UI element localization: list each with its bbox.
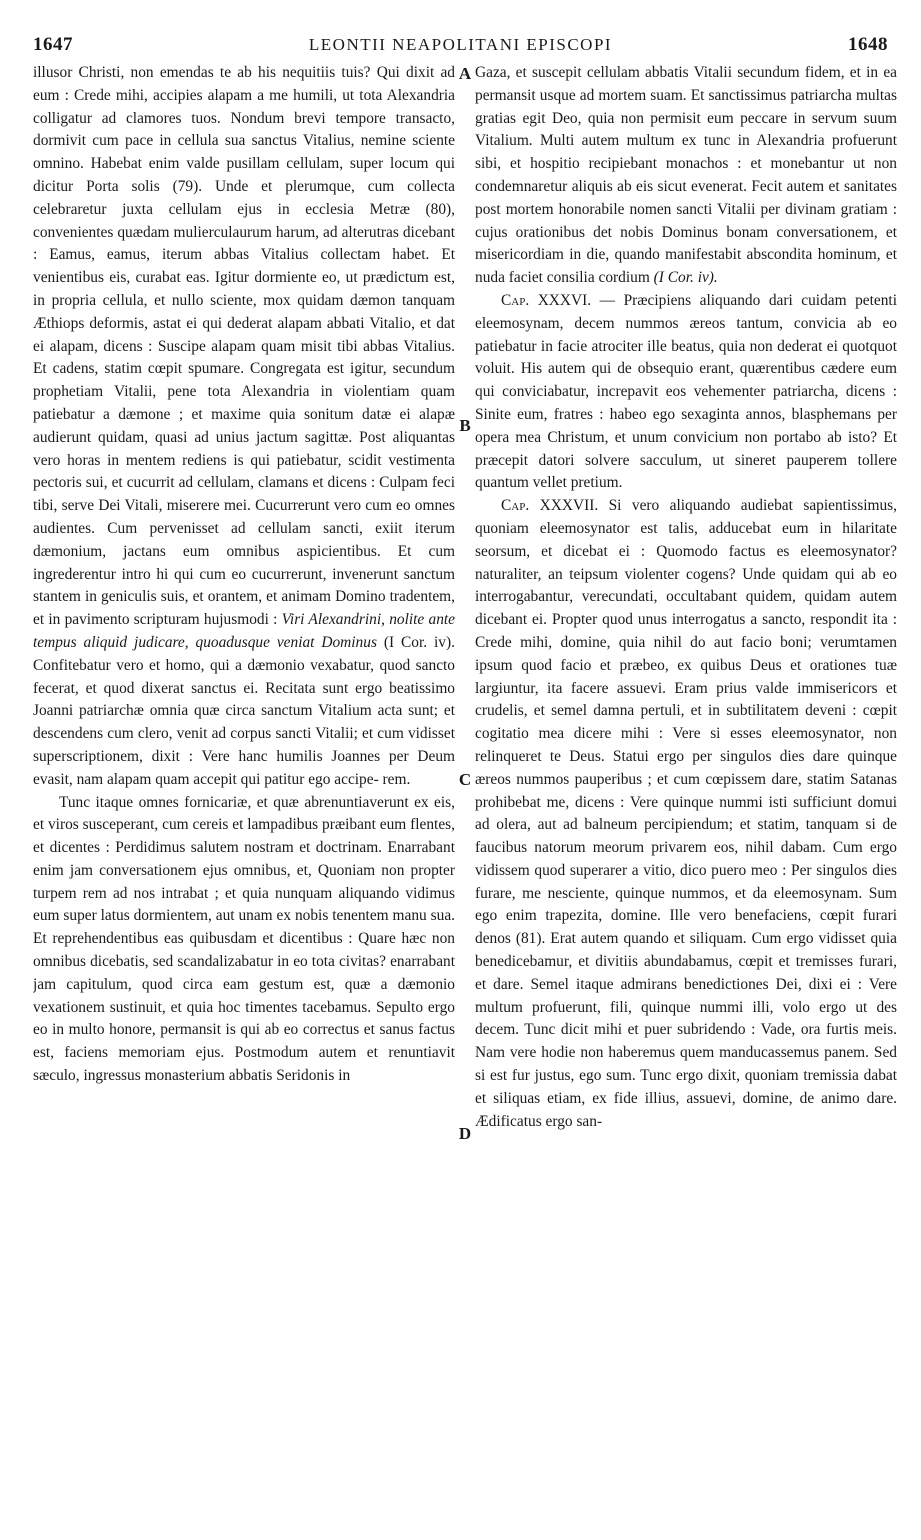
scripture-quote: Viri Alexandrini, nolite ante tempus aliquid judicare, quoadusque veniat Dominus <box>33 611 455 651</box>
left-column <box>33 62 455 1502</box>
running-title: LEONTII NEAPOLITANI EPISCOPI <box>308 35 613 54</box>
left-paragraph-1 <box>33 62 455 792</box>
margin-marker-c: C <box>458 770 472 789</box>
margin-marker-d: D <box>458 1124 472 1143</box>
chapter-37-label: Cap. XXXVII. <box>501 497 599 515</box>
chapter-37-text: Si vero aliquando audiebat sapientissimus, quoniam eleemosynator est talis, adducebat eum in hilaritate seorsum, et dicebat ei : Quomodo factus es eleemosynator? naturaliter, an teipsum violenter cogens? Unde quidam qui ab eo interrogabantur, verecundati, occultabant quidem, quidam autem dicebant ei. Propter quod unus interrogatus a sancto, respondit ita : Crede mihi, domine, quia nihil do aut facio boni; verumtamen ipsum quod facio et præbeo, ex quibus Deus et orationes tuæ largiuntur, ita facere assuevi. Eram prius valde immisericors et crudelis, et semel damna pertuli, et in subtilitatem deveni : cœpit cogitatio mea dicere mihi : Vere si esses eleemosynator, non relinqueret te Deus. Statui ergo per singulos dies dare quinque æreos nummos pauperibus ; et cum cœpissem dare, statim Satanas prohibebat me, dicens : Vere quinque nummi isti sufficiunt domui ad olera, aut ad balneum percipiendum; et statim, tanquam si de faucibus natorum meorum privarem eos, nihil dabam. Cum ergo vidissem quod superarer a vitio, dico puero meo : Per singulos dies furare, me nesciente, quinque nummos, et da eleemosynam. Sum ego enim trapezita, domine. Ille vero benefaciens, cœpit furari denos (81). Erat autem quando et siliquam. Cum ergo vidisset quia benedicebamur, et divitiis abundabamus, cœpit et tremisses furari, et dare. Semel itaque admirans benedictiones Dei, dixi ei : Vere multum profuerunt, fili, quinque nummi illi, volo ergo ut des decem. Tunc dicit mihi et puer subridendo : Vade, ora furtis meis. Nam vere hodie non haberemus quem manducassemus panem. Sed si est fur justus, ego sum. Tunc ergo dixit, quoniam tremissia dabat et siliquas etiam, ex fide illius, assuevi, domine, de animo dare. Ædificatus ergo san- <box>475 497 897 1130</box>
chapter-36-text: — Præcipiens aliquando dari cuidam petenti eleemosynam, decem nummos æreos tantum, convicia ab eo patiebatur in facie atrociter ille beatus, quia non dederat ei quotquot voluit. His autem qui de obsequio erant, quærentibus cædere eum qui conviciabatur, increpavit eos vehementer patriarcha, dicens : Sinite eum, fratres : habeo ego sexaginta annos, blasphemans per opera mea Christum, et unum convicium non portabo ab isto? Et præcepit datori solvere sacculum, ut sineret pauperem tollere quantum vellet pretium. <box>475 291 897 492</box>
chapter-36-label: Cap. XXXVI. <box>501 291 592 309</box>
left-paragraph-1-text: illusor Christi, non emendas te ab his nequitiis tuis? Qui dixit ad eum : Crede mihi, accipies alapam a me humili, ut tota Alexandria colligatur ad clamores tuos. Nondum brevi tempore transacto, dormivit cum pace in cellula sua sanctus Vitalius, nemine sciente omnino. Habebat enim valde pusillam cellulam, super locum qui dicitur Porta solis (79). Unde et plerumque, cum collecta celebraretur juxta cellulam ejus in ecclesia Metræ (80), convenientes quædam mulierculaurum harum, ad alterutras dicebant : Eamus, eamus, iterum abbas Vitalius collectam habet. Et venientibus eis, curabat eas. Igitur dormiente eo, ut prædictum est, in propria cellula, et nullo sciente, mox quidam dæmon tanquam Æthiops deformis, astat ei qui dederat alapam abbati Vitalio, et dat ei alapam, dicens : Suscipe alapam quam misit tibi abbas Vitalius. Et cadens, statim cœpit spumare. Congregata est igitur, secundum prophetiam Vitalii, pene tota Alexandria in violentiam quam patiebatur a dæmone ; et maxime quia sonitum datæ ei alapæ audierunt quidam, quasi ad unius jactum sagittæ. Post aliquantas vero horas in mentem rediens is qui patiebatur, scidit vestimenta pectoris sui, et cucurrit ad cellulam, clamans et dicens : Culpam feci tibi, serve Dei Vitali, miserere mei. Cucurrerunt vero cum eo omnes audientes. Cum pervenisset ad cellulam sancti, exiit iterum dæmonium, jactans eum omnibus aspicientibus. Et cum ingrederentur intro hi qui cum eo cucurrerunt, invenerunt sanctum stantem in geniculis suis, et orantem, et animam Domino tradentem, et in pavimento scripturam hujusmodi : <box>33 64 455 629</box>
page-number-right: 1648 <box>848 34 888 55</box>
scripture-reference-right: (I Cor. iv). <box>653 269 718 287</box>
scripture-reference: (I Cor. iv). <box>383 633 455 651</box>
left-paragraph-1-continuation: Confitebatur vero et homo, qui a dæmonio vexabatur, quod sancto fecerat, et quod dixerat sanctus ei. Recitata sunt ergo beatissimo Joanni patriarchæ omnia quæ circa sanctum Vitalium acta sunt; et descendens cum clero, venit ad corpus sancti Vitalii; et cum vidisset superscriptionem, dixit : Vere hanc humilis Joannes per Deum evasit, nam alapam quam accepit qui patitur ego accipe- rem. <box>33 656 455 788</box>
right-column <box>475 62 897 1502</box>
chapter-37 <box>475 495 897 1133</box>
right-paragraph-1-text: Gaza, et suscepit cellulam abbatis Vitalii secundum fidem, et in ea permansit usque ad mortem suam. Et sanctissimus patriarcha multas gratias egit Deo, quia non permisit eum peccare in servum suum Vitalium. Multi autem multum ex tunc in Alexandria profuerunt sibi, et hospitio recipiebant monachos : et monebantur ut non condemnaretur aliquis ab eis sicut evenerat. Fecit autem et sanitates post mortem honorabile nomen sancti Vitalii per divinam gratiam : cujus orationibus det nobis Dominus bonam conversationem, et misericordiam in die, quando manifestabit abscondita hominum, et nuda faciet consilia cordium <box>475 64 897 287</box>
page-number-left: 1647 <box>33 34 73 55</box>
margin-marker-a: A <box>458 64 472 83</box>
chapter-36 <box>475 290 897 495</box>
right-paragraph-1 <box>475 62 897 290</box>
left-paragraph-2: Tunc itaque omnes fornicariæ, et quæ abrenuntiaverunt ex eis, et viros susceperant, cum cereis et lampadibus præibant eum flentes, et dicentes : Perdidimus salutem nostram et doctrinam. Enarrabant enim jam conversationem ejus omnibus, et, Quoniam non propter turpem rem ad nos intrabat ; et quia nunquam aliquando vidimus eum super latus dormientem, aut unam ex nobis tenentem manu sua. Et reprehendentibus eas quibusdam et dicentibus : Quare hæc non omnibus dicebatis, sed scandalizabatur in eo tota civitas? enarrabant jam capitulum, quod circa eam gestum est, quæ a dæmonio vexationem sustinuit, et quia hoc timentes tacebamus. Sepulto ergo eo in multo honore, permansit is qui ab eo correctus et sanus factus est, faciens memoriam ejus. Postmodum autem et renuntiavit sæculo, ingressus monasterium abbatis Seridonis in <box>33 793 455 1085</box>
margin-marker-b: B <box>459 416 471 435</box>
running-header <box>33 34 888 58</box>
